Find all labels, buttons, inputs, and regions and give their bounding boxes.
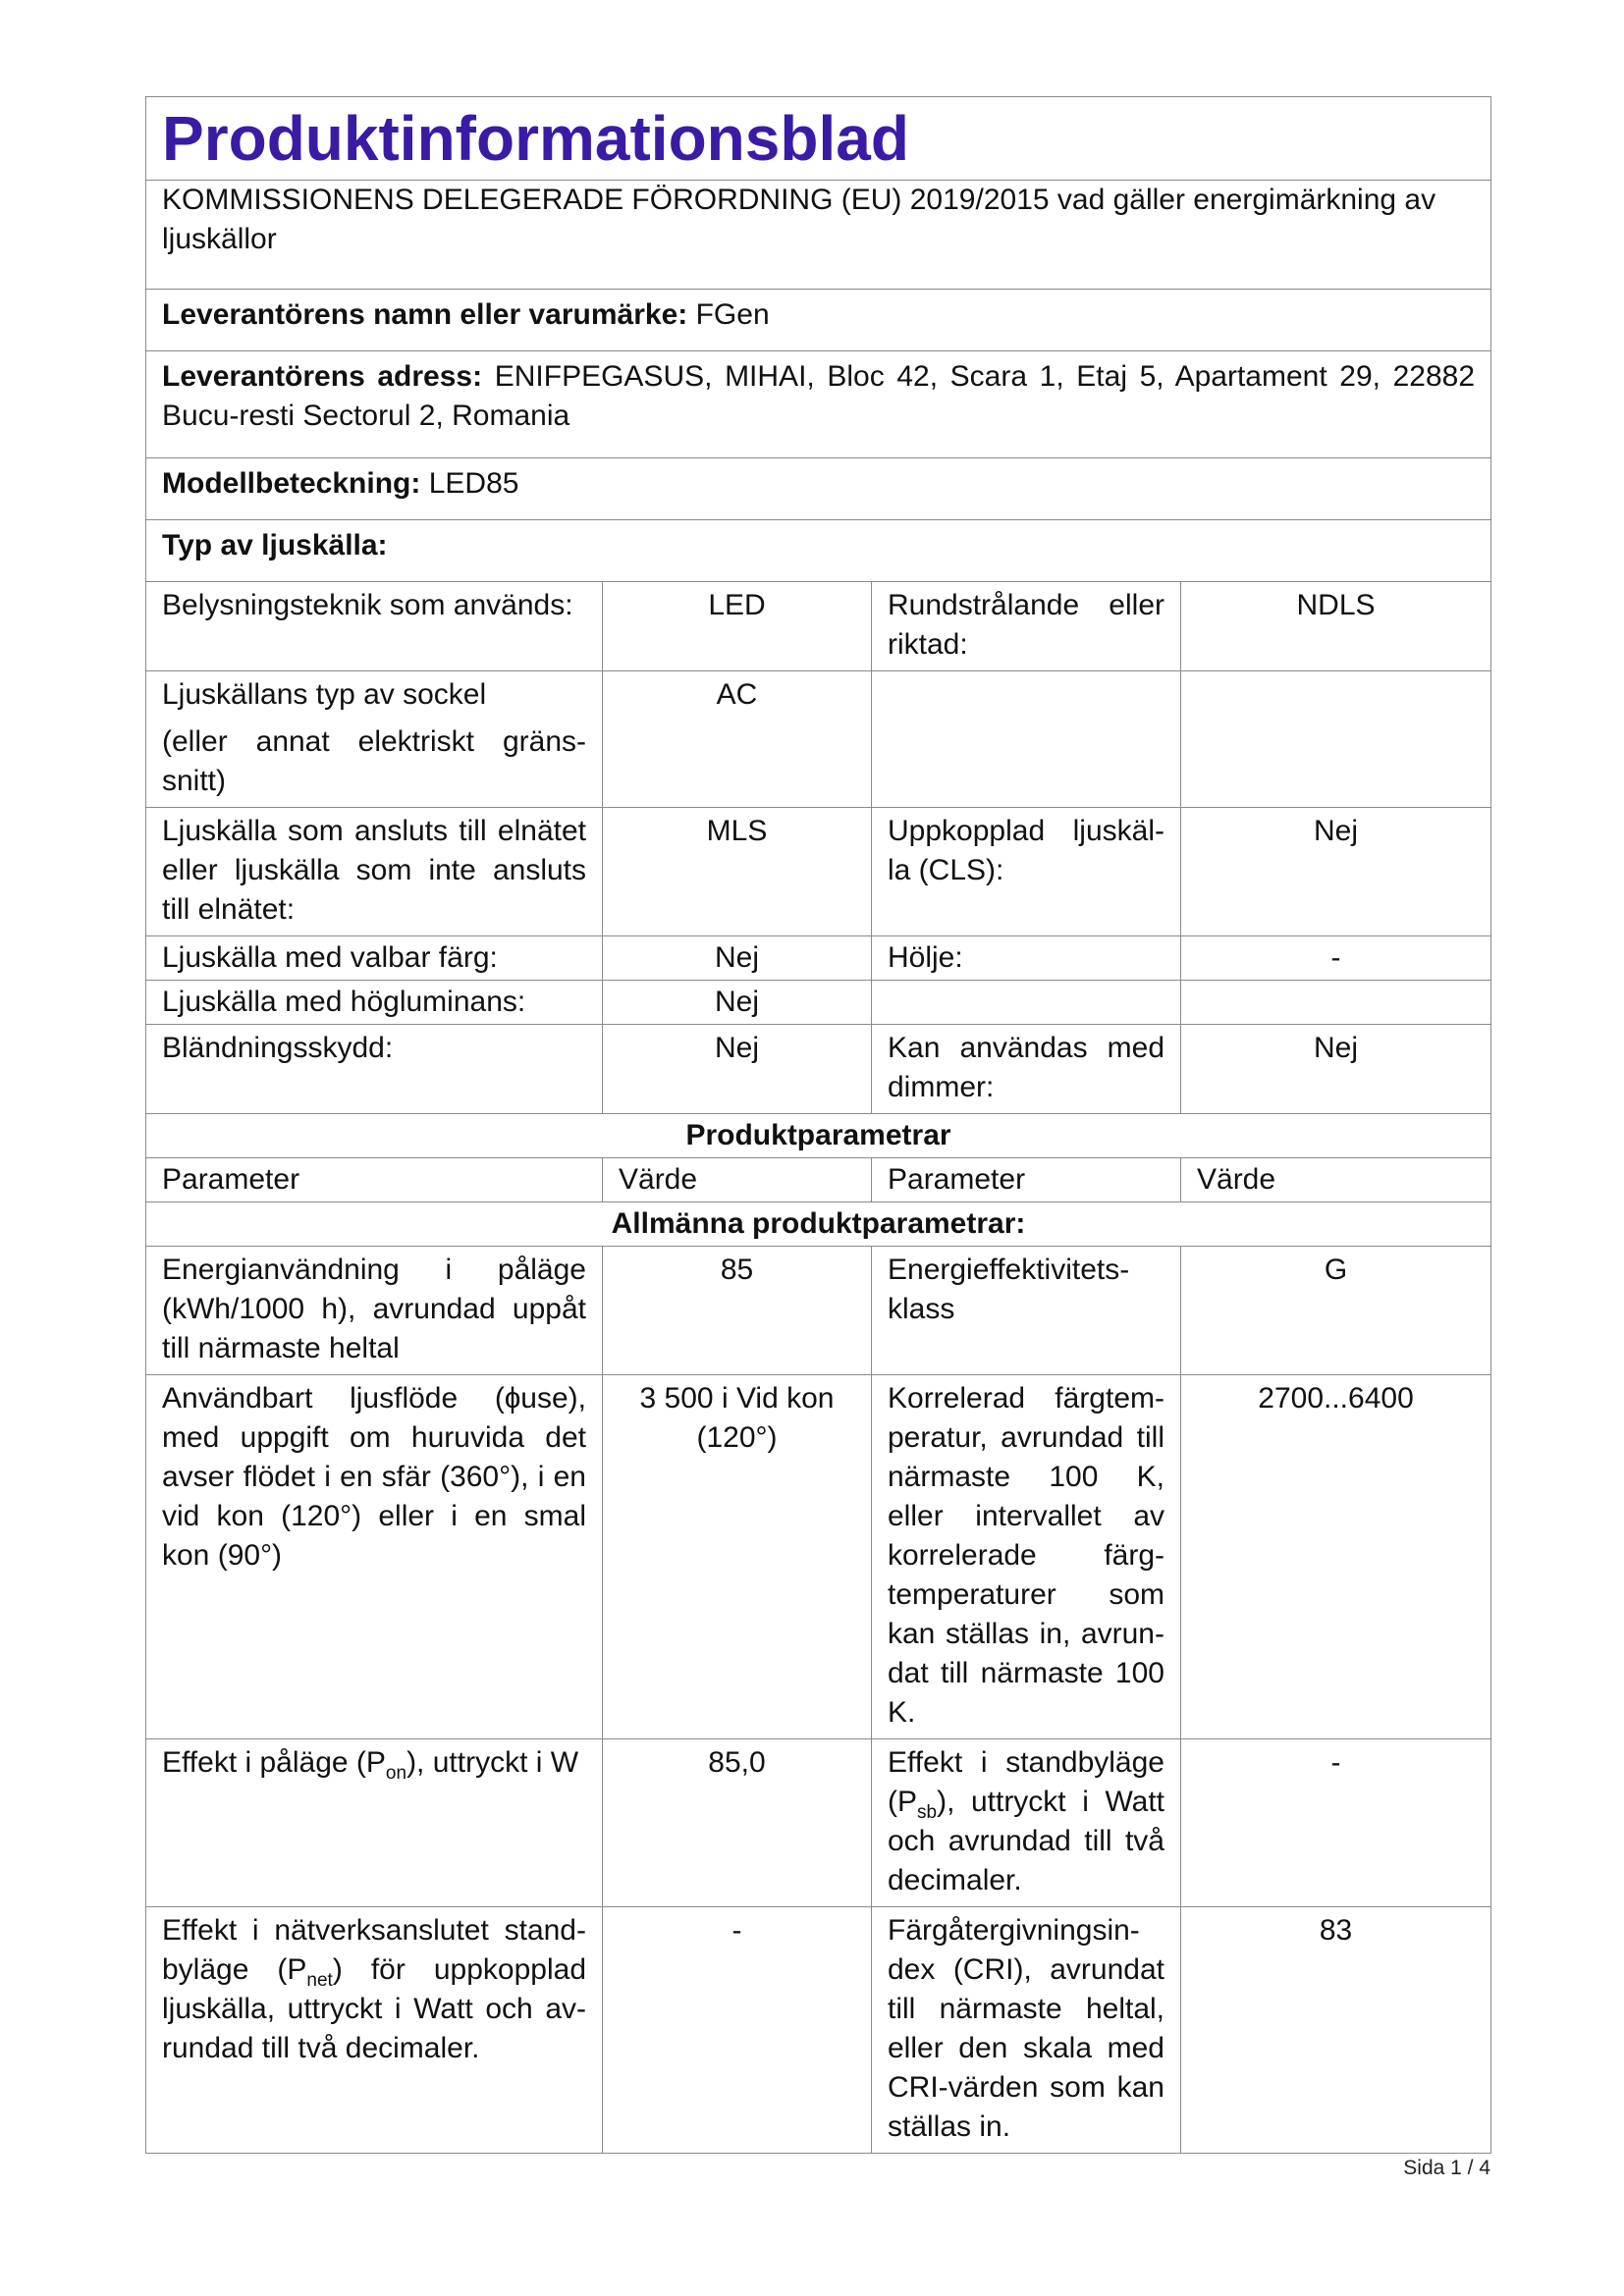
params-heading-row [146,1114,1491,1158]
param-label: Energianvändning i påläge (kWh/1000 h), avrundad uppåt till närmaste heltal [146,1247,603,1375]
page-number: Sida 1 / 4 [1403,2157,1490,2179]
params-heading: Produktparametrar [146,1114,1491,1158]
model-label: Modellbeteckning: [162,467,421,500]
param-label: Användbart ljusflöde (ɸuse), med uppgift om huruvida det avser flödet i en sfär (360°), i en vid kon (120°) eller i en smal kon (90°) [146,1375,603,1739]
column-header: Värde [1181,1158,1491,1202]
type-label: Ljuskälla med valbar färg: [146,936,603,981]
type-row [146,671,1491,808]
type-value: Nej [603,981,872,1025]
type-row [146,1025,1491,1114]
supplier-name-label: Leverantörens namn eller varumärke: [162,298,688,331]
param-label: Effekt i nätverksanslutet stand-byläge $(P_{net})$ för uppkopplad ljuskälla, uttryckt i Watt och av-rundad till två decimaler. [146,1907,603,2154]
model-value: LED85 [428,467,519,500]
type-label: Kan användas med dimmer: [872,1025,1181,1114]
type-label: Bländningsskydd: [146,1025,603,1114]
regulation-row [146,181,1491,290]
param-value: 3 500 i Vid kon (120°) [603,1375,872,1739]
type-label: Ljuskälla som ansluts till elnätet eller ljuskälla som inte ansluts till elnätet: [146,808,603,936]
type-value: Nej [603,1025,872,1114]
param-value: G [1181,1247,1491,1375]
product-info-sheet [145,96,1490,2154]
title-row [146,97,1491,181]
info-table [145,96,1491,2154]
param-label: Färgåtergivningsin-dex (CRI), avrundat till närmaste heltal, eller den skala med CRI-värden som kan ställas in. [872,1907,1181,2154]
type-label: Ljuskällans typ av sockel [162,678,487,711]
param-label: Effekt i standbyläge $(P_{sb})$, uttryckt i Watt och avrundad till två decimaler. [872,1739,1181,1907]
param-row [146,1907,1491,2154]
param-value: - [1181,1739,1491,1907]
param-value: 85 [603,1247,872,1375]
param-row [146,1739,1491,1907]
param-value: - [603,1907,872,2154]
type-label: Rundstrålande eller riktad: [872,582,1181,671]
column-header: Värde [603,1158,872,1202]
general-heading-row [146,1202,1491,1247]
supplier-address-label: Leverantörens adress: [162,360,483,393]
supplier-name-value: FGen [695,298,770,331]
supplier-address-value: ENIFPEGASUS, MIHAI, Bloc 42, Scara 1, Etaj 5, Apartament 29, 22882 Bucu-resti Sectorul 2, Romania [162,360,1476,432]
type-row [146,981,1491,1025]
general-heading: Allmänna produktparametrar: [146,1202,1491,1247]
param-label: Effekt i påläge $(P_{on})$, uttryckt i W [146,1739,603,1907]
param-row [146,1247,1491,1375]
type-value [1181,671,1491,808]
type-row [146,582,1491,671]
param-label: Energieffektivitets-klass [872,1247,1181,1375]
type-heading-row [146,520,1491,582]
type-label [872,981,1181,1025]
param-label: Korrelerad färgtem-peratur, avrundad till närmaste 100 K, eller intervallet av korrelerade färg-temperaturer som kan ställas in, avrun-dat till närmaste 100 K. [872,1375,1181,1739]
type-value: Nej [603,936,872,981]
regulation-text: KOMMISSIONENS DELEGERADE FÖRORDNING (EU) 2019/2015 vad gäller energimärkning av ljuskällor [146,181,1491,290]
model-row [146,458,1491,520]
page-title: Produktinformationsblad [146,97,1491,181]
param-value: 85,0 [603,1739,872,1907]
type-row [146,808,1491,936]
supplier-name-row [146,290,1491,351]
type-label: Uppkopplad ljuskäl-la (CLS): [872,808,1181,936]
param-value: 83 [1181,1907,1491,2154]
type-value: AC [603,671,872,808]
type-label: Belysningsteknik som används: [146,582,603,671]
type-label: Ljuskälla med högluminans: [146,981,603,1025]
param-row [146,1375,1491,1739]
type-value: - [1181,936,1491,981]
supplier-address-row [146,351,1491,458]
type-value: Nej [1181,808,1491,936]
column-header: Parameter [146,1158,603,1202]
type-value: NDLS [1181,582,1491,671]
type-row [146,936,1491,981]
type-label-note: (eller annat elektriskt gräns-snitt) [162,725,586,797]
column-header-row [146,1158,1491,1202]
type-value: MLS [603,808,872,936]
type-value: Nej [1181,1025,1491,1114]
column-header: Parameter [872,1158,1181,1202]
type-label: Hölje: [872,936,1181,981]
type-value [1181,981,1491,1025]
type-label [872,671,1181,808]
type-heading: Typ av ljuskälla: [146,520,1491,582]
type-value: LED [603,582,872,671]
param-value: 2700...6400 [1181,1375,1491,1739]
